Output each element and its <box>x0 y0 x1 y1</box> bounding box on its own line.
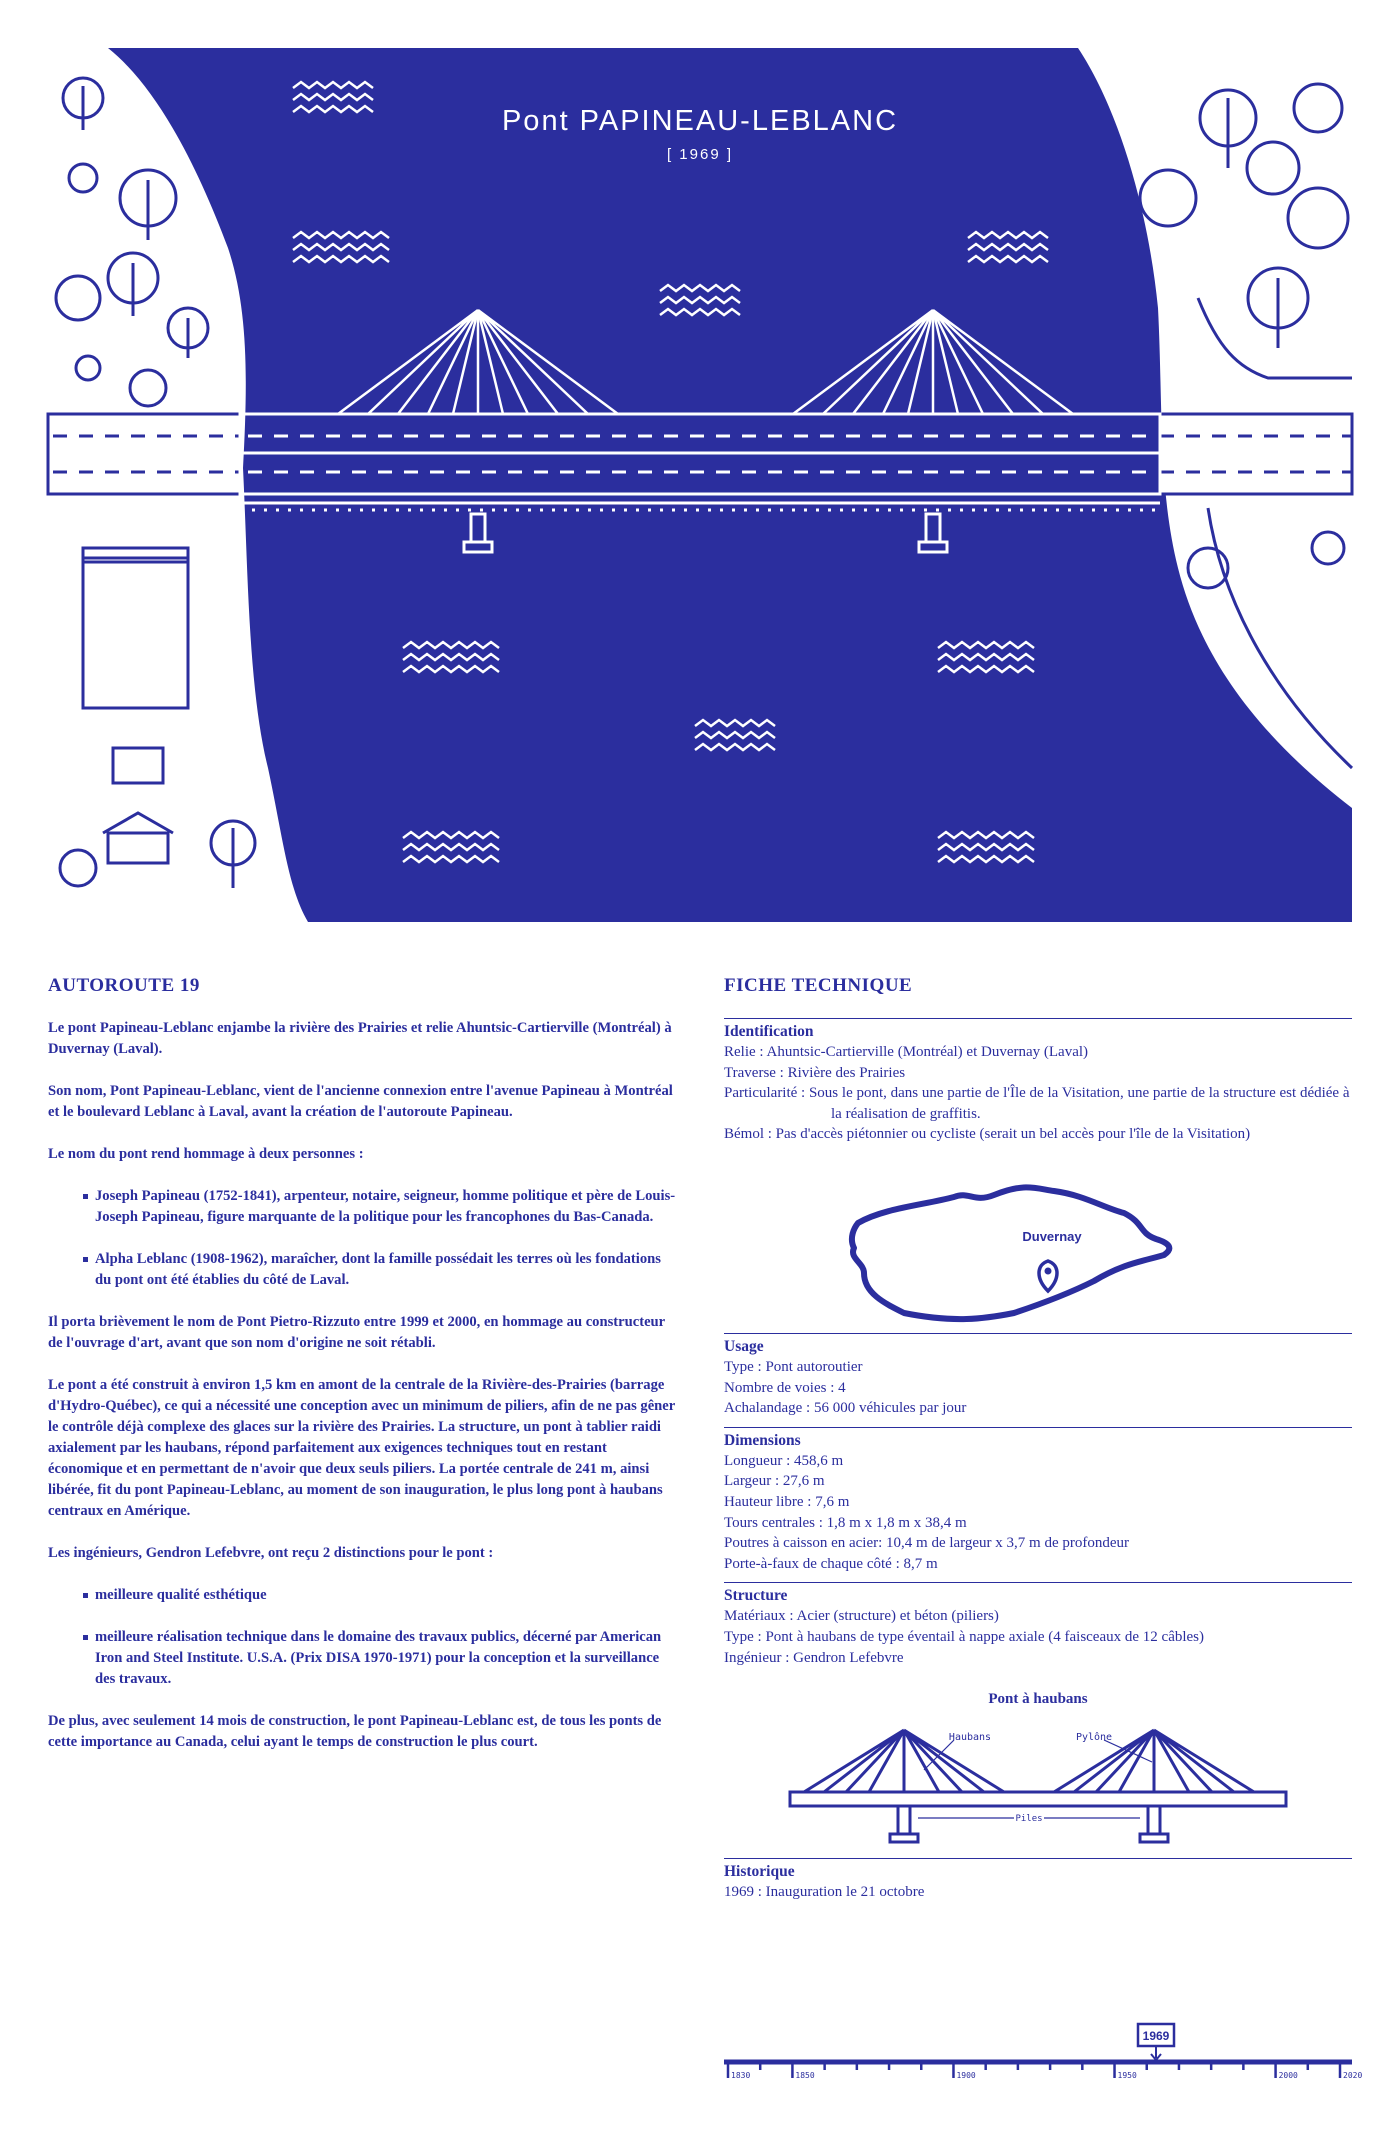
timeline-tick-label: 1850 <box>795 2071 815 2080</box>
map-label: Duvernay <box>1022 1228 1082 1244</box>
duvernay-map <box>724 1153 1352 1333</box>
dimensions-block <box>724 1427 1352 1575</box>
timeline-highlight: 1969 <box>1142 2029 1170 2043</box>
intro-paragraph: Le pont Papineau-Leblanc enjambe la rivière des Prairies et relie Ahuntsic-Cartierville (Montréal) à Duvernay (Laval). <box>48 1020 672 1057</box>
poster-title: Pont PAPINEAU-LEBLANC <box>501 105 899 137</box>
particularite-row: Particularité : Sous le pont, dans une partie de l'Île de la Visitation, une partie de la structure est dédiée à la réalisation de graffitis. <box>724 1085 1350 1122</box>
rename-paragraph: Il porta brièvement le nom de Pont Pietro-Rizzuto entre 1999 et 2000, en hommage au constructeur de l'ouvrage d'art, avant que son nom d'origine ne soit rétabli. <box>48 1314 665 1351</box>
name-paragraph: Son nom, Pont Papineau-Leblanc, vient de l'ancienne connexion entre l'avenue Papineau à Montréal et le boulevard Leblanc à Laval, avant la création de l'autoroute Papineau. <box>48 1083 673 1120</box>
construction-paragraph: Le pont a été construit à environ 1,5 km en amont de la centrale de la Rivière-des-Prairies (barrage d'Hydro-Québec), ce qui a nécessité une conception avec un minimum de piliers, afin de ne pas gêner le contrôle déjà complexe des glaces sur la rivière des Prairies. La structure, un pont à tablier raidi axialement par les haubans, répond parfaitement aux exigences techniques tout en restant économique et en permettant de n'avoir que deux seuls piliers. La portée centrale de 241 m, ainsi libérée, fit du pont Papineau-Leblanc, au moment de son inauguration, le plus long pont à haubans centraux en Amérique. <box>48 1377 675 1519</box>
timeline-tick-label: 2020 <box>1343 2071 1363 2080</box>
usage-traffic: Achalandage : 56 000 véhicules par jour <box>724 1400 967 1417</box>
identification-title: Identification <box>724 1023 814 1040</box>
structure-title: Structure <box>724 1587 788 1605</box>
timeline-tick-label: 1830 <box>731 2071 751 2080</box>
timeline <box>724 2012 1363 2112</box>
structure-materials: Matériaux : Acier (structure) et béton (piliers) <box>724 1608 999 1625</box>
structure-block <box>724 1582 1352 1668</box>
bridge-illustration <box>48 48 1352 922</box>
awards-list <box>48 1585 680 1690</box>
usage-type: Type : Pont autoroutier <box>724 1358 863 1375</box>
historique-title: Historique <box>724 1863 795 1881</box>
dim-towers: Tours centrales : 1,8 m x 1,8 m x 38,4 m <box>724 1514 967 1531</box>
tribute-paragraph: Le nom du pont rend hommage à deux personnes : <box>48 1146 364 1162</box>
history-column <box>48 975 680 1774</box>
dim-width: Largeur : 27,6 m <box>724 1473 825 1490</box>
structure-engineer: Ingénieur : Gendron Lefebvre <box>724 1649 904 1666</box>
dim-clearance: Hauteur libre : 7,6 m <box>724 1493 850 1510</box>
diagram-title: Pont à haubans <box>988 1691 1088 1708</box>
label-pylone: Pylône <box>1075 1732 1113 1744</box>
engineers-paragraph: Les ingénieurs, Gendron Lefebvre, ont reçu 2 distinctions pour le pont : <box>48 1545 494 1561</box>
diagram-svg <box>724 1690 1352 1858</box>
list-item: Joseph Papineau (1752-1841), arpenteur, notaire, seigneur, homme politique et père de Louis-Joseph Papineau, figure marquante de la politique pour les francophones du Bas-Canada. <box>95 1186 680 1228</box>
cable-stayed-diagram <box>724 1690 1352 1858</box>
poster-year: [ 1969 ] <box>666 146 734 163</box>
traverse-row: Traverse : Rivière des Prairies <box>724 1064 906 1081</box>
usage-block <box>724 1333 1352 1419</box>
identification-block <box>724 1018 1352 1145</box>
usage-lanes: Nombre de voies : 4 <box>724 1379 846 1396</box>
duration-paragraph: De plus, avec seulement 14 mois de construction, le pont Papineau-Leblanc est, de tous les ponts de cette importance au Canada, celui ayant le temps de construction le plus court. <box>48 1713 662 1750</box>
bemol-row: Bémol : Pas d'accès piétonnier ou cycliste (serait un bel accès pour l'île de la Visitation) <box>724 1126 1251 1143</box>
dim-girders: Poutres à caisson en acier: 10,4 m de largeur x 3,7 m de profondeur <box>724 1535 1130 1552</box>
persons-list <box>48 1186 680 1291</box>
right-heading: FICHE TECHNIQUE <box>724 975 913 996</box>
map-outline <box>724 1153 1352 1333</box>
list-item: Alpha Leblanc (1908-1962), maraîcher, dont la famille possédait les terres où les fondations du pont ont été établies du côté de Laval. <box>95 1249 680 1291</box>
timeline-tick-label: 2000 <box>1278 2071 1298 2080</box>
label-haubans: Haubans <box>948 1732 992 1744</box>
list-item: meilleure réalisation technique dans le domaine des travaux publics, décerné par American Iron and Steel Institute. U.S.A. (Prix DISA 1970-1971) pour la conception et la surveillance des travaux. <box>95 1627 680 1690</box>
relie-row: Relie : Ahuntsic-Cartierville (Montréal) et Duvernay (Laval) <box>724 1044 1089 1060</box>
list-item: meilleure qualité esthétique <box>95 1585 680 1606</box>
tech-sheet-column <box>724 975 1352 1911</box>
timeline-tick-label: 1950 <box>1117 2071 1137 2080</box>
timeline-tick-label: 1900 <box>956 2071 976 2080</box>
left-heading: AUTOROUTE 19 <box>48 975 200 996</box>
historique-event: 1969 : Inauguration le 21 octobre <box>724 1884 925 1901</box>
dim-length: Longueur : 458,6 m <box>724 1452 844 1469</box>
dim-overhang: Porte-à-faux de chaque côté : 8,7 m <box>724 1555 938 1572</box>
timeline-ticks <box>728 2062 1362 2080</box>
label-piles: Piles <box>1015 1814 1043 1825</box>
structure-type: Type : Pont à haubans de type éventail à nappe axiale (4 faisceaux de 12 câbles) <box>724 1628 1205 1645</box>
dimensions-title: Dimensions <box>724 1431 801 1449</box>
historique-block <box>724 1858 1352 1903</box>
usage-title: Usage <box>724 1337 764 1355</box>
